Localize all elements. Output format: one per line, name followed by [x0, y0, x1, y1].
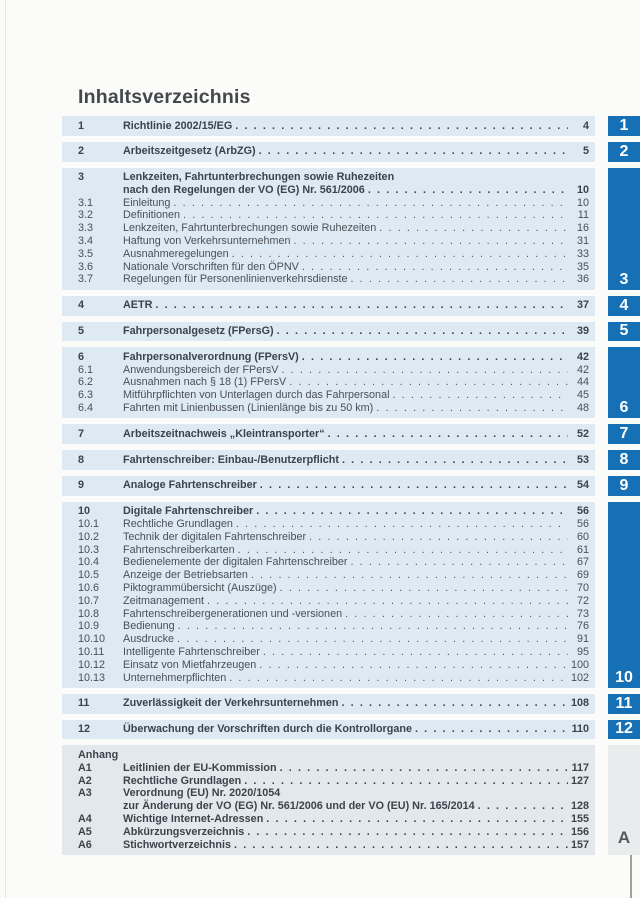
entry-page: 33: [576, 247, 589, 260]
entry-number: 6.2: [78, 376, 94, 389]
dot-leader: [244, 775, 568, 788]
entry-page: 157: [570, 838, 589, 851]
toc-entry: [78, 235, 589, 248]
entry-page: 108: [570, 697, 589, 710]
toc-block: [62, 476, 640, 496]
tab-label: 7: [619, 425, 629, 443]
dot-leader: [177, 633, 568, 646]
entry-number: 10.7: [78, 594, 100, 607]
entry-number: 12: [78, 723, 91, 736]
toc-entry: [78, 222, 589, 235]
dot-leader: [328, 428, 568, 441]
toc-band: [62, 168, 595, 290]
entry-page: 31: [576, 235, 589, 248]
toc-band: [62, 694, 595, 714]
toc-entry: [78, 633, 589, 646]
entry-page: 35: [576, 260, 589, 273]
entry-title: AETR: [123, 299, 153, 312]
toc-entry: [78, 299, 589, 312]
dot-leader: [293, 235, 568, 248]
toc-entry: [78, 376, 589, 389]
entry-title: Ausdrucke: [123, 633, 175, 646]
section-tab-1: [608, 116, 640, 136]
entry-title: Definitionen: [123, 209, 181, 222]
entry-title: Fahrtenschreibergenerationen und -versionen: [123, 607, 343, 620]
entry-page: 155: [570, 812, 589, 825]
entry-number: 3.7: [78, 273, 94, 286]
dot-leader: [350, 273, 568, 286]
tab-label: 11: [615, 694, 633, 712]
toc-block: [62, 347, 640, 418]
toc-entry: [78, 351, 589, 364]
toc-entry: [78, 800, 589, 813]
entry-number: 2: [78, 145, 85, 158]
toc-block: [62, 296, 640, 316]
entry-number: Anhang: [78, 748, 119, 761]
entry-title: Technik der digitalen Fahrtenschreiber: [123, 530, 307, 543]
entry-page: 102: [570, 671, 589, 684]
dot-leader: [247, 826, 568, 839]
toc-block: [62, 450, 640, 470]
toc-block: [62, 142, 640, 162]
entry-number: 3.4: [78, 235, 94, 248]
entry-page: 4: [582, 119, 589, 132]
toc-band: [62, 745, 595, 854]
entry-number: 3: [78, 171, 85, 184]
dot-leader: [234, 839, 568, 852]
entry-title: Lenkzeiten, Fahrtunterbrechungen sowie Ruhezeiten: [123, 222, 377, 235]
dot-leader: [236, 518, 568, 531]
entry-number: 10.6: [78, 582, 100, 595]
toc-entry: [78, 839, 589, 852]
toc-entry: [78, 479, 589, 492]
toc-entry: [78, 544, 589, 557]
entry-page: 39: [576, 325, 589, 338]
entry-number: 1: [78, 119, 85, 132]
toc-entry: [78, 402, 589, 415]
entry-title: Zeitmanagement: [123, 594, 205, 607]
dot-leader: [478, 800, 568, 813]
toc-entry: [78, 787, 589, 800]
toc-band: [62, 116, 595, 136]
entry-number: 3.2: [78, 209, 94, 222]
entry-title: Verordnung (EU) Nr. 2020/1054: [123, 787, 281, 800]
entry-title: Regelungen für Personenlinienverkehrsdienste: [123, 273, 348, 286]
entry-page: 95: [576, 646, 589, 658]
entry-number: A3: [78, 787, 92, 800]
toc-entry: [78, 518, 589, 531]
entry-title: Einsatz von Mietfahrzeugen: [123, 658, 257, 671]
entry-page: 36: [576, 273, 589, 286]
entry-title: zur Änderung der VO (EG) Nr. 561/2006 und der VO (EU) Nr. 165/2014: [123, 800, 475, 813]
tab-label: 5: [619, 322, 629, 340]
section-tab-10: [608, 502, 640, 688]
entry-page: 128: [570, 800, 589, 813]
entry-page: 76: [576, 620, 589, 633]
entry-title: Ausnahmen nach § 18 (1) FPersV: [123, 376, 287, 389]
entry-page: 16: [576, 222, 589, 235]
entry-page: 56: [576, 518, 589, 531]
entry-page: 73: [576, 607, 589, 620]
dot-leader: [309, 531, 568, 544]
entry-title: Haftung von Verkehrsunternehmen: [123, 235, 291, 248]
toc-entry: [78, 197, 589, 210]
entry-page: 69: [576, 569, 589, 582]
dot-leader: [232, 248, 568, 261]
entry-title: Analoge Fahrtenschreiber: [123, 479, 257, 492]
section-tab-2: [608, 142, 640, 162]
entry-number: 10.9: [78, 620, 100, 633]
entry-page: 117: [571, 761, 589, 774]
tab-label: 2: [619, 142, 629, 160]
toc-entry: [78, 261, 589, 274]
entry-title: Einleitung: [123, 196, 171, 209]
toc-entry: [78, 120, 589, 133]
toc-entry: [78, 389, 589, 402]
dot-leader: [280, 762, 568, 775]
toc-list: [62, 116, 640, 861]
dot-leader: [178, 620, 568, 633]
tab-label: 10: [615, 668, 633, 686]
section-tab-A: [608, 745, 640, 854]
entry-title: Rechtliche Grundlagen: [123, 518, 233, 531]
toc-entry: [78, 620, 589, 633]
entry-number: 4: [78, 299, 85, 312]
entry-title: Richtlinie 2002/15/EG: [123, 119, 233, 132]
entry-page: 42: [576, 363, 589, 376]
tab-label: 3: [619, 270, 629, 288]
dot-leader: [415, 723, 568, 736]
entry-title: nach den Regelungen der VO (EG) Nr. 561/2006: [123, 183, 365, 196]
toc-block: [62, 694, 640, 714]
entry-page: 53: [576, 453, 589, 466]
entry-page: 11: [577, 209, 589, 222]
toc-entry: [78, 505, 589, 518]
section-tab-7: [608, 424, 640, 444]
tab-label: 9: [619, 476, 629, 494]
toc-entry: [78, 723, 589, 736]
entry-number: 6.4: [78, 402, 94, 415]
tab-label: 4: [619, 296, 629, 314]
entry-title: Fahrpersonalverordnung (FPersV): [123, 350, 299, 363]
entry-title: Arbeitszeitnachweis „Kleintransporter“: [123, 427, 325, 440]
section-tab-5: [608, 322, 640, 342]
toc-entry: [78, 556, 589, 569]
dot-leader: [345, 608, 568, 621]
tab-label: 8: [619, 450, 629, 468]
entry-page: 156: [570, 825, 589, 838]
entry-page: 45: [576, 389, 589, 402]
page-title: Inhaltsverzeichnis: [78, 86, 251, 108]
entry-number: 10.3: [78, 543, 100, 556]
entry-page: 5: [582, 145, 589, 158]
dot-leader: [259, 659, 568, 672]
dot-leader: [173, 197, 568, 210]
dot-leader: [342, 454, 568, 467]
entry-page: 10: [576, 196, 589, 209]
toc-band: [62, 347, 595, 418]
entry-title: Digitale Fahrtenschreiber: [123, 505, 254, 518]
entry-title: Stichwortverzeichnis: [123, 838, 232, 851]
entry-page: 67: [576, 556, 589, 569]
dot-leader: [341, 697, 568, 710]
entry-number: A5: [78, 825, 92, 838]
entry-title: Piktogrammübersicht (Auszüge): [123, 582, 277, 595]
entry-page: 54: [576, 479, 589, 492]
entry-number: 3.5: [78, 247, 94, 260]
entry-title: Überwachung der Vorschriften durch die Kontrollorgane: [123, 723, 412, 736]
entry-number: A2: [78, 774, 92, 787]
dot-leader: [183, 209, 568, 222]
section-tab-4: [608, 296, 640, 316]
entry-number: 10.12: [78, 658, 106, 671]
dot-leader: [350, 556, 568, 569]
toc-entry: [78, 826, 589, 839]
toc-entry: [78, 248, 589, 261]
toc-entry: [78, 672, 589, 685]
entry-title: Ausnahmeregelungen: [123, 247, 229, 260]
entry-title: Bedienelemente der digitalen Fahrtenschreiber: [123, 556, 348, 569]
toc-entry: [78, 595, 589, 608]
toc-block: [62, 168, 640, 290]
entry-number: 10.11: [78, 646, 105, 658]
dot-leader: [259, 145, 568, 158]
entry-page: 60: [576, 530, 589, 543]
entry-page: 70: [576, 582, 589, 595]
entry-number: 7: [78, 427, 85, 440]
entry-number: 10: [78, 505, 91, 518]
dot-leader: [155, 299, 568, 312]
dot-leader: [266, 813, 568, 826]
toc-band: [62, 450, 595, 470]
toc-entry: [78, 209, 589, 222]
entry-page: 61: [576, 543, 589, 556]
entry-title: Fahrpersonalgesetz (FPersG): [123, 325, 274, 338]
entry-title: Abkürzungsverzeichnis: [123, 825, 245, 838]
toc-band: [62, 296, 595, 316]
entry-page: 44: [576, 376, 589, 389]
dot-leader: [302, 351, 568, 364]
dot-leader: [280, 582, 568, 595]
toc-block: [62, 322, 640, 342]
dot-leader: [379, 222, 568, 235]
entry-title: Bedienung: [123, 620, 175, 633]
section-tab-6: [608, 347, 640, 418]
section-tab-3: [608, 168, 640, 290]
entry-page: 56: [576, 505, 589, 518]
entry-number: 3.3: [78, 222, 94, 235]
entry-number: 11: [78, 697, 90, 710]
entry-title: Zuverlässigkeit der Verkehrsunternehmen: [123, 697, 339, 710]
toc-entry: [78, 813, 589, 826]
entry-title: Intelligente Fahrtenschreiber: [123, 646, 260, 658]
toc-block: [62, 116, 640, 136]
entry-title: Rechtliche Grundlagen: [123, 774, 242, 787]
entry-number: A1: [78, 761, 92, 774]
toc-entry: [78, 659, 589, 672]
entry-number: 10.4: [78, 556, 100, 569]
toc-entry: [78, 582, 589, 595]
entry-page: 37: [576, 299, 589, 312]
section-tab-11: [608, 694, 640, 714]
entry-number: 10.13: [78, 671, 106, 684]
entry-title: Fahrten mit Linienbussen (Linienlänge bis zu 50 km): [123, 402, 374, 415]
toc-entry: [78, 531, 589, 544]
toc-entry: [78, 273, 589, 286]
entry-number: 6.3: [78, 389, 94, 402]
entry-title: Anzeige der Betriebsarten: [123, 569, 248, 582]
toc-entry: [78, 145, 589, 158]
entry-page: 91: [576, 633, 589, 646]
toc-block: [62, 745, 640, 854]
entry-number: 10.2: [78, 530, 100, 543]
toc-entry: [78, 171, 589, 184]
dot-leader: [207, 595, 568, 608]
entry-number: 9: [78, 479, 85, 492]
section-tab-9: [608, 476, 640, 496]
entry-title: Wichtige Internet-Adressen: [123, 812, 264, 825]
entry-page: 52: [576, 427, 589, 440]
toc-entry: [78, 364, 589, 377]
entry-title: Arbeitszeitgesetz (ArbZG): [123, 145, 256, 158]
entry-number: 10.10: [78, 633, 106, 646]
section-tab-12: [608, 720, 640, 740]
entry-number: A4: [78, 812, 92, 825]
entry-number: 6: [78, 350, 85, 363]
entry-page: 48: [576, 402, 589, 415]
dot-leader: [289, 376, 568, 389]
entry-number: 10.5: [78, 569, 100, 582]
toc-block: [62, 424, 640, 444]
toc-block: [62, 720, 640, 740]
entry-number: 10.8: [78, 607, 100, 620]
dot-leader: [235, 120, 568, 133]
toc-entry: [78, 454, 589, 467]
toc-entry: [78, 762, 589, 775]
toc-entry: [78, 697, 589, 710]
entry-title: Leitlinien der EU-Kommission: [123, 761, 277, 774]
entry-number: 10.1: [78, 518, 100, 531]
dot-leader: [256, 505, 568, 518]
entry-title: Anwendungsbereich der FPersV: [123, 363, 279, 376]
toc-band: [62, 476, 595, 496]
toc-band: [62, 502, 595, 688]
toc-entry: [78, 428, 589, 441]
entry-title: Lenkzeiten, Fahrtunterbrechungen sowie Ruhezeiten: [123, 171, 395, 184]
entry-page: 72: [576, 594, 589, 607]
entry-number: A6: [78, 838, 92, 851]
entry-title: Unternehmerpflichten: [123, 671, 227, 684]
toc-block: [62, 502, 640, 688]
dot-leader: [238, 544, 568, 557]
entry-number: 3.6: [78, 260, 94, 273]
dot-leader: [251, 569, 568, 582]
entry-page: 10: [576, 183, 589, 196]
tab-label: 1: [619, 116, 629, 134]
entry-title: Fahrtenschreiber: Einbau-/Benutzerpflicht: [123, 453, 339, 466]
toc-entry: [78, 325, 589, 338]
entry-number: 5: [78, 325, 85, 338]
entry-title: Fahrtenschreiberkarten: [123, 543, 235, 556]
dot-leader: [392, 389, 568, 402]
entry-title: Nationale Vorschriften für den ÖPNV: [123, 260, 299, 273]
entry-page: 110: [571, 723, 589, 736]
entry-number: 6.1: [78, 363, 94, 376]
entry-number: 3.1: [78, 196, 94, 209]
dot-leader: [302, 261, 568, 274]
dot-leader: [229, 672, 568, 685]
toc-band: [62, 322, 595, 342]
toc-entry: [78, 749, 589, 762]
entry-number: 8: [78, 453, 85, 466]
entry-page: 127: [570, 774, 589, 787]
tab-label: 12: [615, 720, 633, 738]
dot-leader: [277, 325, 568, 338]
entry-page: 100: [570, 658, 589, 671]
entry-title: Mitführpflichten von Unterlagen durch das Fahrpersonal: [123, 389, 390, 402]
entry-page: 42: [576, 350, 589, 363]
toc-entry: [78, 646, 589, 659]
section-tab-8: [608, 450, 640, 470]
dot-leader: [263, 646, 568, 659]
tab-label: 6: [619, 399, 629, 417]
toc-entry: [78, 775, 589, 788]
toc-entry: [78, 608, 589, 621]
toc-band: [62, 424, 595, 444]
tab-label: A: [617, 827, 631, 847]
toc-entry: [78, 184, 589, 197]
dot-leader: [260, 479, 568, 492]
dot-leader: [376, 402, 568, 415]
dot-leader: [368, 184, 568, 197]
toc-band: [62, 720, 595, 740]
dot-leader: [281, 364, 568, 377]
toc-band: [62, 142, 595, 162]
toc-entry: [78, 569, 589, 582]
